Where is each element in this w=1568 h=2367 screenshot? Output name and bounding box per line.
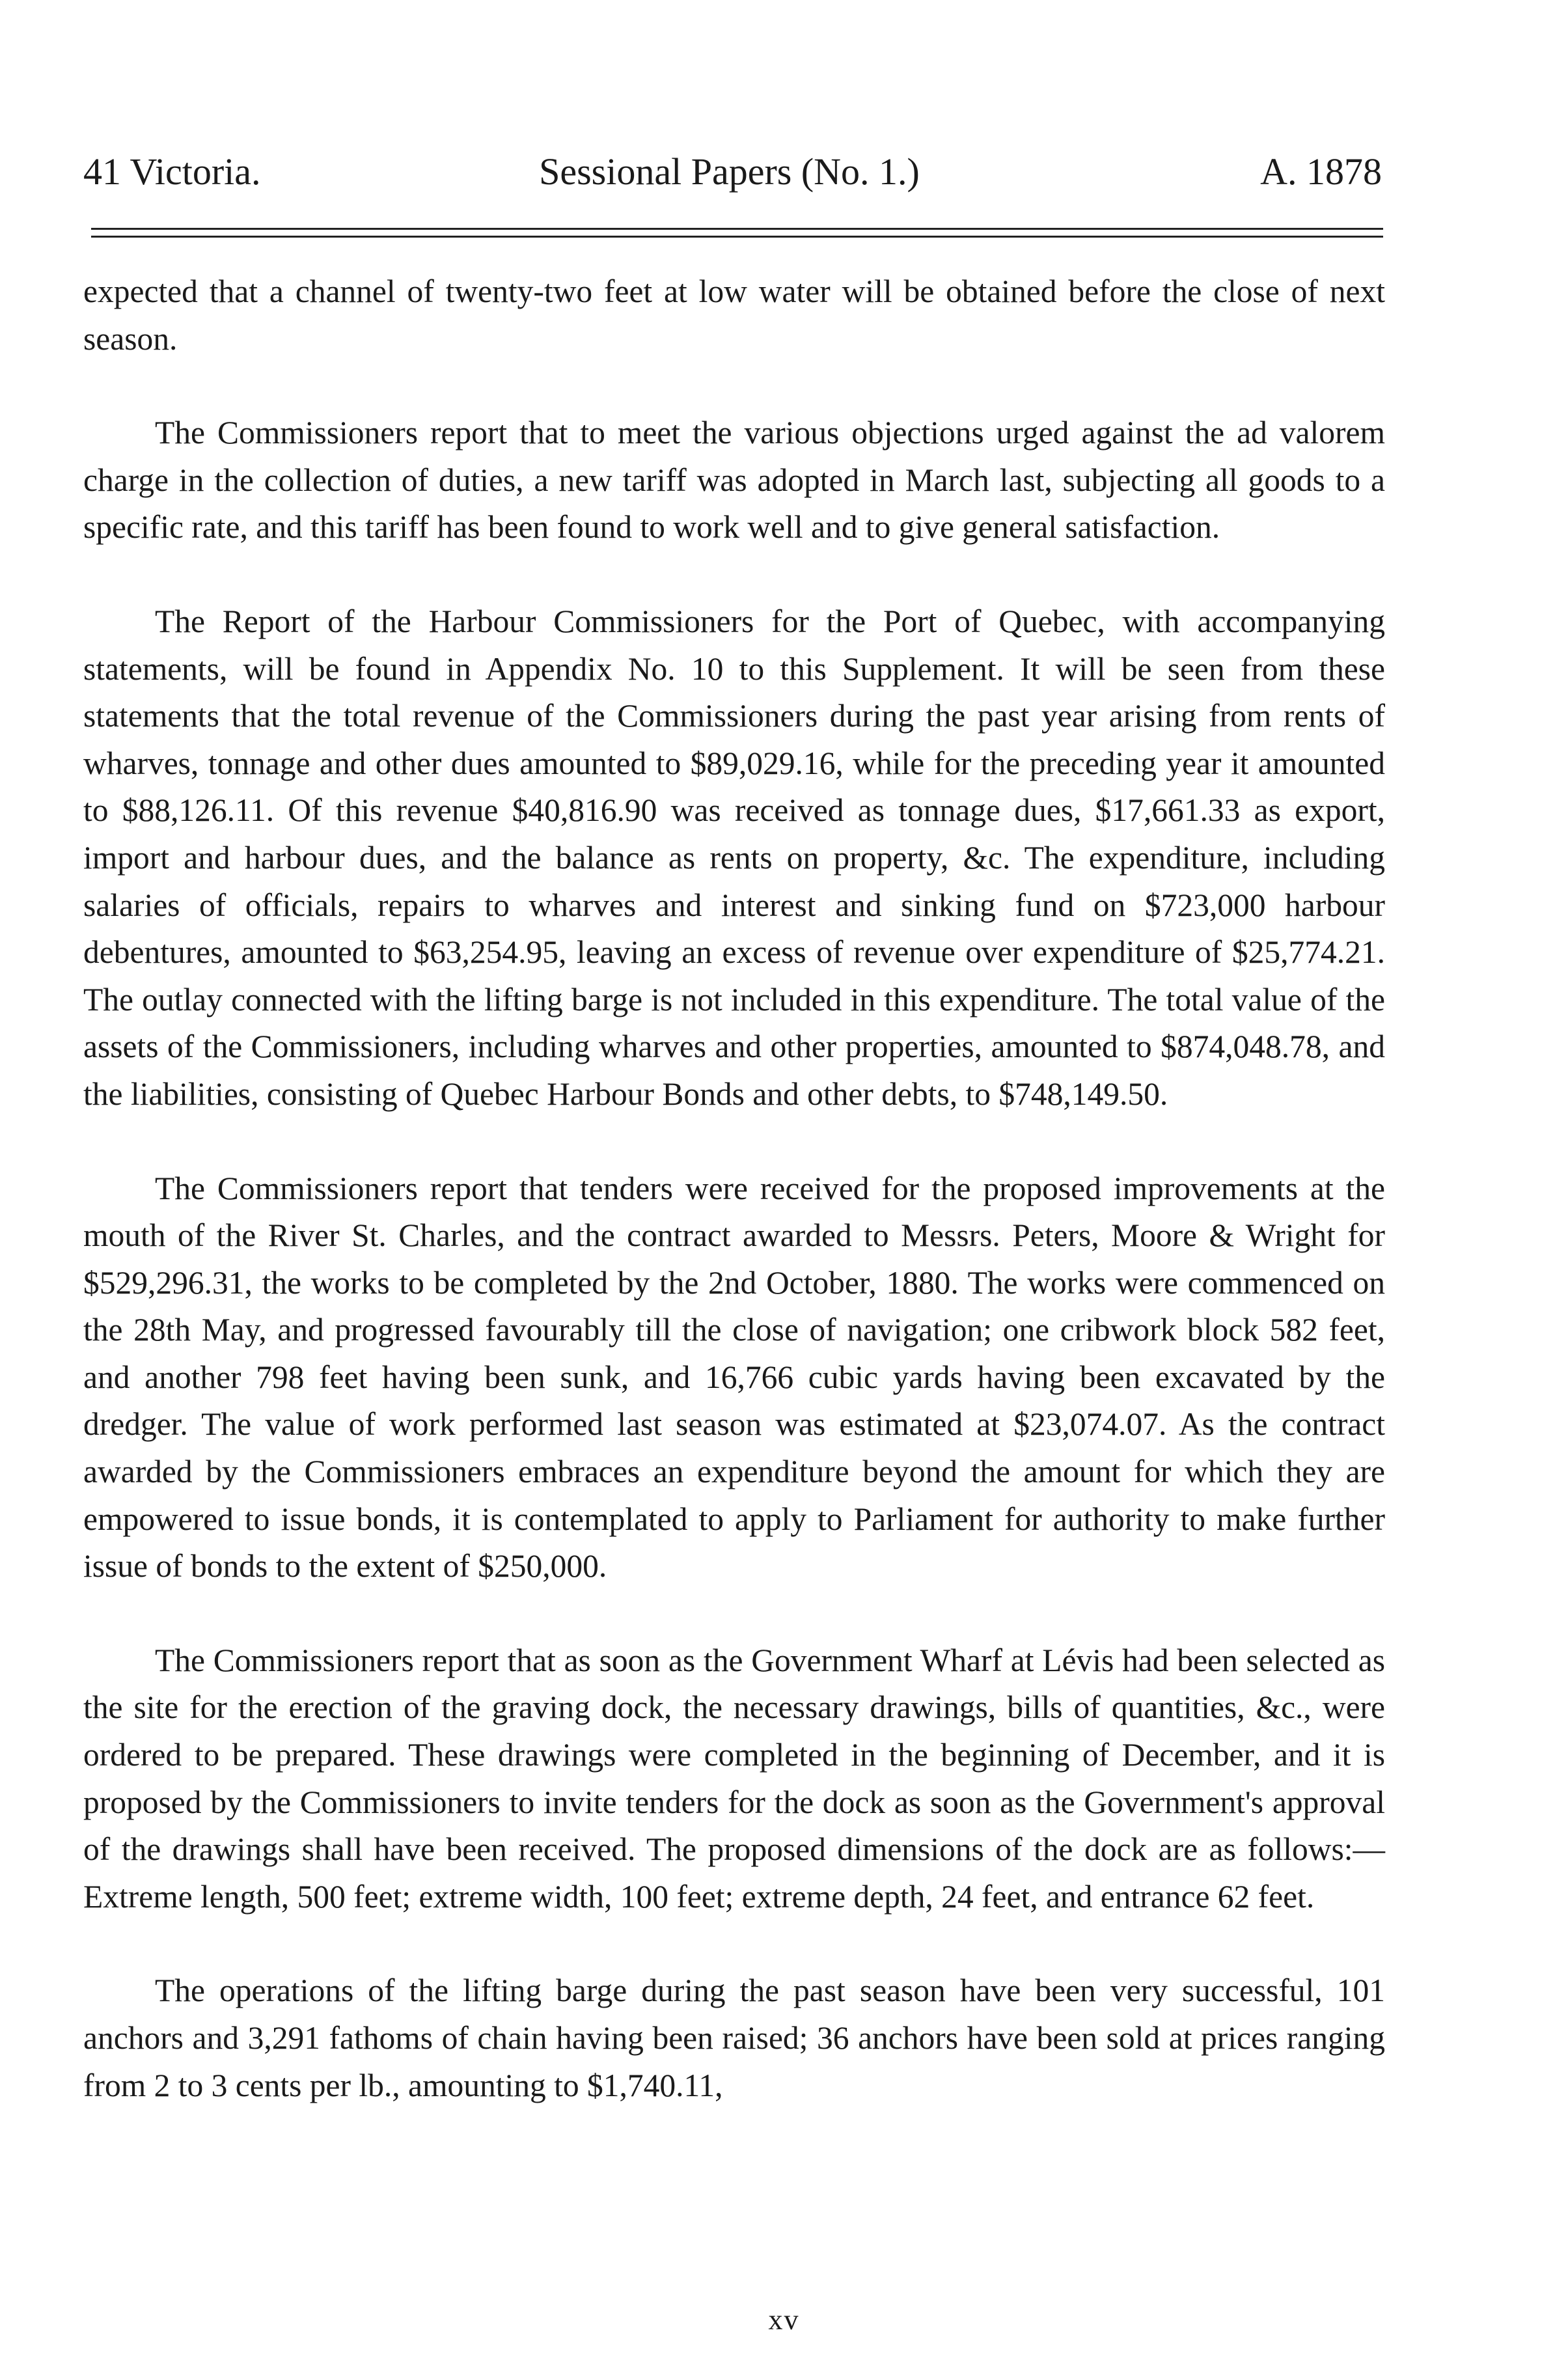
header-year: A. 1878 <box>1260 150 1382 193</box>
page-body <box>83 268 1385 2109</box>
paragraph-continuation: expected that a channel of twenty-two feet at low water will be obtained before the close of next season. <box>83 273 1385 357</box>
page-number: xv <box>768 2304 800 2336</box>
paragraph-lifting-barge: The operations of the lifting barge during the past season have been very successful, 101 anchors and 3,291 fathoms of chain having been raised; 36 anchors have been sold at prices ranging from 2 to 3 cents per lb., amounting to $1,740.11, <box>83 1972 1385 2103</box>
header-rule-bottom <box>91 236 1383 238</box>
header-volume: 41 Victoria. <box>83 150 261 193</box>
paragraph-tariff: The Commissioners report that to meet the various objections urged against the ad valorem charge in the collection of duties, a new tariff was adopted in March last, subjecting all goods to a specific rate, and this tariff has been found to work well and to give general satisfaction. <box>83 415 1385 546</box>
paragraph-quebec-report: The Report of the Harbour Commissioners for the Port of Quebec, with accompanying statements, will be found in Appendix No. 10 to this Supplement. It will be seen from these statements that the total revenue of the Commissioners during the past year arising from rents of wharves, tonnage and other dues amounted to $89,029.16, while for the preceding year it amounted to $88,126.11. Of this revenue $40,816.90 was received as tonnage dues, $17,661.33 as export, import and harbour dues, and the balance as rents on property, &c. The expenditure, including salaries of officials, repairs to wharves and interest and sinking fund on $723,000 harbour debentures, amounted to $63,254.95, leaving an excess of revenue over expenditure of $25,774.21. The outlay connected with the lifting barge is not included in this expenditure. The total value of the assets of the Commissioners, including wharves and other properties, amounted to $874,048.78, and the liabilities, consisting of Quebec Harbour Bonds and other debts, to $748,149.50. <box>83 603 1385 1112</box>
running-header <box>77 150 1382 208</box>
header-title: Sessional Papers (No. 1.) <box>539 150 920 193</box>
paragraph-graving-dock: The Commissioners report that as soon as the Government Wharf at Lévis had been selected as the site for the erection of the graving dock, the necessary drawings, bills of quantities, &c., were ordered to be prepared. These drawings were completed in the beginning of December, and it is proposed by the Commissioners to invite tenders for the dock as soon as the Government's approval of the drawings shall have been received. The proposed dimensions of the dock are as follows:—Extreme length, 500 feet; extreme width, 100 feet; extreme depth, 24 feet, and entrance 62 feet. <box>83 1642 1385 1915</box>
paragraph-river-st-charles: The Commissioners report that tenders were received for the proposed improvements at the mouth of the River St. Charles, and the contract awarded to Messrs. Peters, Moore & Wright for $529,296.31, the works to be completed by the 2nd October, 1880. The works were commenced on the 28th May, and progressed favourably till the close of navigation; one cribwork block 582 feet, and another 798 feet having been sunk, and 16,766 cubic yards having been excavated by the dredger. The value of work performed last season was estimated at $23,074.07. As the contract awarded by the Commissioners embraces an expenditure beyond the amount for which they are empowered to issue bonds, it is contemplated to apply to Parliament for authority to make further issue of bonds to the extent of $250,000. <box>83 1170 1385 1585</box>
header-rule-top <box>91 228 1383 230</box>
